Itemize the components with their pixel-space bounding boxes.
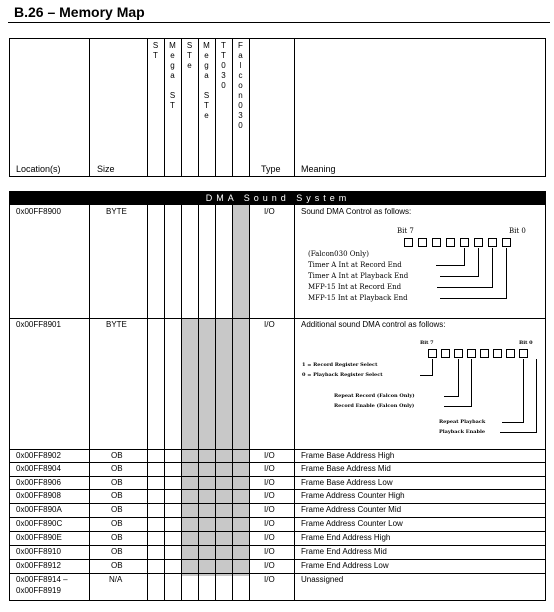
body-divider xyxy=(249,205,250,601)
row-border xyxy=(9,503,546,504)
row-type: I/O xyxy=(264,464,275,473)
header-st: S T xyxy=(152,41,159,60)
bit-box xyxy=(488,238,497,247)
header-divider xyxy=(198,38,199,177)
header-type: Type xyxy=(261,164,281,174)
row-size: OB xyxy=(111,561,123,570)
connector-line xyxy=(478,248,479,277)
row-location: 0x00FF8912 xyxy=(16,561,61,570)
row-meaning: Additional sound DMA control as follows: xyxy=(301,320,446,329)
header-size: Size xyxy=(97,164,115,174)
row-border xyxy=(9,545,546,546)
row-meaning: Frame Base Address High xyxy=(301,451,395,460)
connector-line xyxy=(464,248,465,266)
connector-line xyxy=(432,359,433,376)
row-type: I/O xyxy=(264,561,275,570)
falcon-shade xyxy=(233,205,249,576)
row-type: I/O xyxy=(264,519,275,528)
header-divider xyxy=(181,38,182,177)
bit-box xyxy=(404,238,413,247)
header-falcon030: F a l c o n 0 3 0 xyxy=(238,41,243,130)
connector-line xyxy=(440,276,479,277)
mfp15-playback-label: MFP-15 Int at Playback End xyxy=(308,294,408,302)
bit-box xyxy=(454,349,463,358)
row-meaning: Frame Base Address Low xyxy=(301,478,393,487)
row-border xyxy=(9,449,546,450)
row-type: I/O xyxy=(264,575,275,584)
row-border xyxy=(9,476,546,477)
row-type: I/O xyxy=(264,505,275,514)
row-location-end: 0x00FF8919 xyxy=(16,586,61,595)
row-location: 0x00FF8910 xyxy=(16,547,61,556)
row-size: BYTE xyxy=(106,207,127,216)
row-size: OB xyxy=(111,519,123,528)
falcon-only-label: (Falcon030 Only) xyxy=(308,250,369,258)
header-right-border xyxy=(545,38,546,177)
header-location: Location(s) xyxy=(16,164,61,174)
header-tt030: T T 0 3 0 xyxy=(221,41,226,90)
bit-low-label: Bit 0 xyxy=(509,227,526,235)
bit-box xyxy=(493,349,502,358)
bit-box xyxy=(474,238,483,247)
row-border xyxy=(9,489,546,490)
row-meaning: Frame End Address High xyxy=(301,533,391,542)
header-divider xyxy=(215,38,216,177)
row-type: I/O xyxy=(264,491,275,500)
row-meaning: Unassigned xyxy=(301,575,344,584)
body-divider xyxy=(198,205,199,601)
repeat-playback-label: Repeat Playback xyxy=(439,419,486,425)
row-size: OB xyxy=(111,464,123,473)
row-location: 0x00FF890E xyxy=(16,533,62,542)
body-right-border xyxy=(545,191,546,601)
header-divider xyxy=(147,38,148,177)
header-ste: S T e xyxy=(186,41,193,70)
bit-box xyxy=(460,238,469,247)
connector-line xyxy=(471,359,472,407)
connector-line xyxy=(436,265,465,266)
body-divider xyxy=(89,205,90,601)
ste-shade xyxy=(182,318,198,576)
bit-box xyxy=(432,238,441,247)
row-meaning: Frame Base Address Mid xyxy=(301,464,391,473)
row-size: OB xyxy=(111,451,123,460)
row-border xyxy=(9,559,546,560)
bit-high-label: Bit 7 xyxy=(397,227,414,235)
mfp15-record-label: MFP-15 Int at Record End xyxy=(308,283,402,291)
row-meaning: Frame Address Counter Mid xyxy=(301,505,402,514)
connector-line xyxy=(492,248,493,288)
row-location-start: 0x00FF8914 – xyxy=(16,575,68,584)
row-size: BYTE xyxy=(106,320,127,329)
connector-line xyxy=(536,359,537,433)
playback-select-label: 0 = Playback Register Select xyxy=(302,372,383,378)
header-divider xyxy=(89,38,90,177)
playback-enable-label: Playback Enable xyxy=(439,429,486,435)
row-border xyxy=(9,573,546,574)
tt030-shade xyxy=(216,318,232,576)
connector-line xyxy=(437,287,493,288)
row-meaning: Frame End Address Low xyxy=(301,561,389,570)
body-divider xyxy=(164,205,165,601)
row-size: OB xyxy=(111,491,123,500)
connector-line xyxy=(444,396,459,397)
header-divider xyxy=(294,38,295,177)
connector-line xyxy=(440,298,507,299)
body-divider xyxy=(294,205,295,601)
row-location: 0x00FF8900 xyxy=(16,207,61,216)
row-type: I/O xyxy=(264,207,275,216)
row-type: I/O xyxy=(264,478,275,487)
row-size: OB xyxy=(111,533,123,542)
bit-box xyxy=(506,349,515,358)
row-meaning: Sound DMA Control as follows: xyxy=(301,207,412,216)
connector-line xyxy=(444,406,472,407)
row-location: 0x00FF8906 xyxy=(16,478,61,487)
row-type: I/O xyxy=(264,451,275,460)
bit-box xyxy=(502,238,511,247)
row-type: I/O xyxy=(264,320,275,329)
row-location: 0x00FF8904 xyxy=(16,464,61,473)
bit-low-label: Bit 0 xyxy=(519,340,533,346)
row-size: N/A xyxy=(109,575,123,584)
row-size: OB xyxy=(111,547,123,556)
row-meaning: Frame End Address Mid xyxy=(301,547,387,556)
connector-line xyxy=(500,432,537,433)
section-band-label: DMA Sound System xyxy=(205,193,351,203)
record-enable-label: Record Enable (Falcon Only) xyxy=(334,403,415,409)
bit-box xyxy=(480,349,489,358)
row-border xyxy=(9,318,546,319)
bit-box xyxy=(418,238,427,247)
body-divider xyxy=(147,205,148,601)
header-mega-ste: M e g a S T e xyxy=(203,41,210,120)
header-divider xyxy=(164,38,165,177)
body-divider xyxy=(232,205,233,601)
page-title: B.26 – Memory Map xyxy=(14,4,145,20)
bit-box xyxy=(467,349,476,358)
table-bottom-border xyxy=(9,600,546,601)
header-meaning: Meaning xyxy=(301,164,336,174)
bit-box xyxy=(428,349,437,358)
repeat-record-label: Repeat Record (Falcon Only) xyxy=(334,393,415,399)
body-left-border xyxy=(9,191,10,601)
row-size: OB xyxy=(111,505,123,514)
row-location: 0x00FF890C xyxy=(16,519,63,528)
connector-line xyxy=(506,248,507,299)
bit-box xyxy=(446,238,455,247)
row-location: 0x00FF8902 xyxy=(16,451,61,460)
header-mega-st: M e g a S T xyxy=(169,41,176,110)
row-border xyxy=(9,531,546,532)
row-size: OB xyxy=(111,478,123,487)
row-location: 0x00FF8901 xyxy=(16,320,61,329)
body-divider xyxy=(215,205,216,601)
body-divider xyxy=(181,205,182,601)
row-meaning: Frame Address Counter Low xyxy=(301,519,403,528)
connector-line xyxy=(523,359,524,423)
connector-line xyxy=(458,359,459,397)
bit-box xyxy=(519,349,528,358)
bit-high-label: Bit 7 xyxy=(420,340,434,346)
connector-line xyxy=(502,422,524,423)
header-divider xyxy=(232,38,233,177)
row-type: I/O xyxy=(264,547,275,556)
header-divider xyxy=(249,38,250,177)
record-select-label: 1 = Record Register Select xyxy=(302,362,378,368)
row-location: 0x00FF8908 xyxy=(16,491,61,500)
row-border xyxy=(9,462,546,463)
connector-line xyxy=(420,375,433,376)
timer-a-playback-label: Timer A Int at Playback End xyxy=(308,272,409,280)
bit-box xyxy=(441,349,450,358)
mega-ste-shade xyxy=(199,318,215,576)
row-location: 0x00FF890A xyxy=(16,505,62,514)
timer-a-record-label: Timer A Int at Record End xyxy=(308,261,402,269)
header-left-border xyxy=(9,38,10,177)
row-type: I/O xyxy=(264,533,275,542)
row-border xyxy=(9,517,546,518)
row-meaning: Frame Address Counter High xyxy=(301,491,405,500)
